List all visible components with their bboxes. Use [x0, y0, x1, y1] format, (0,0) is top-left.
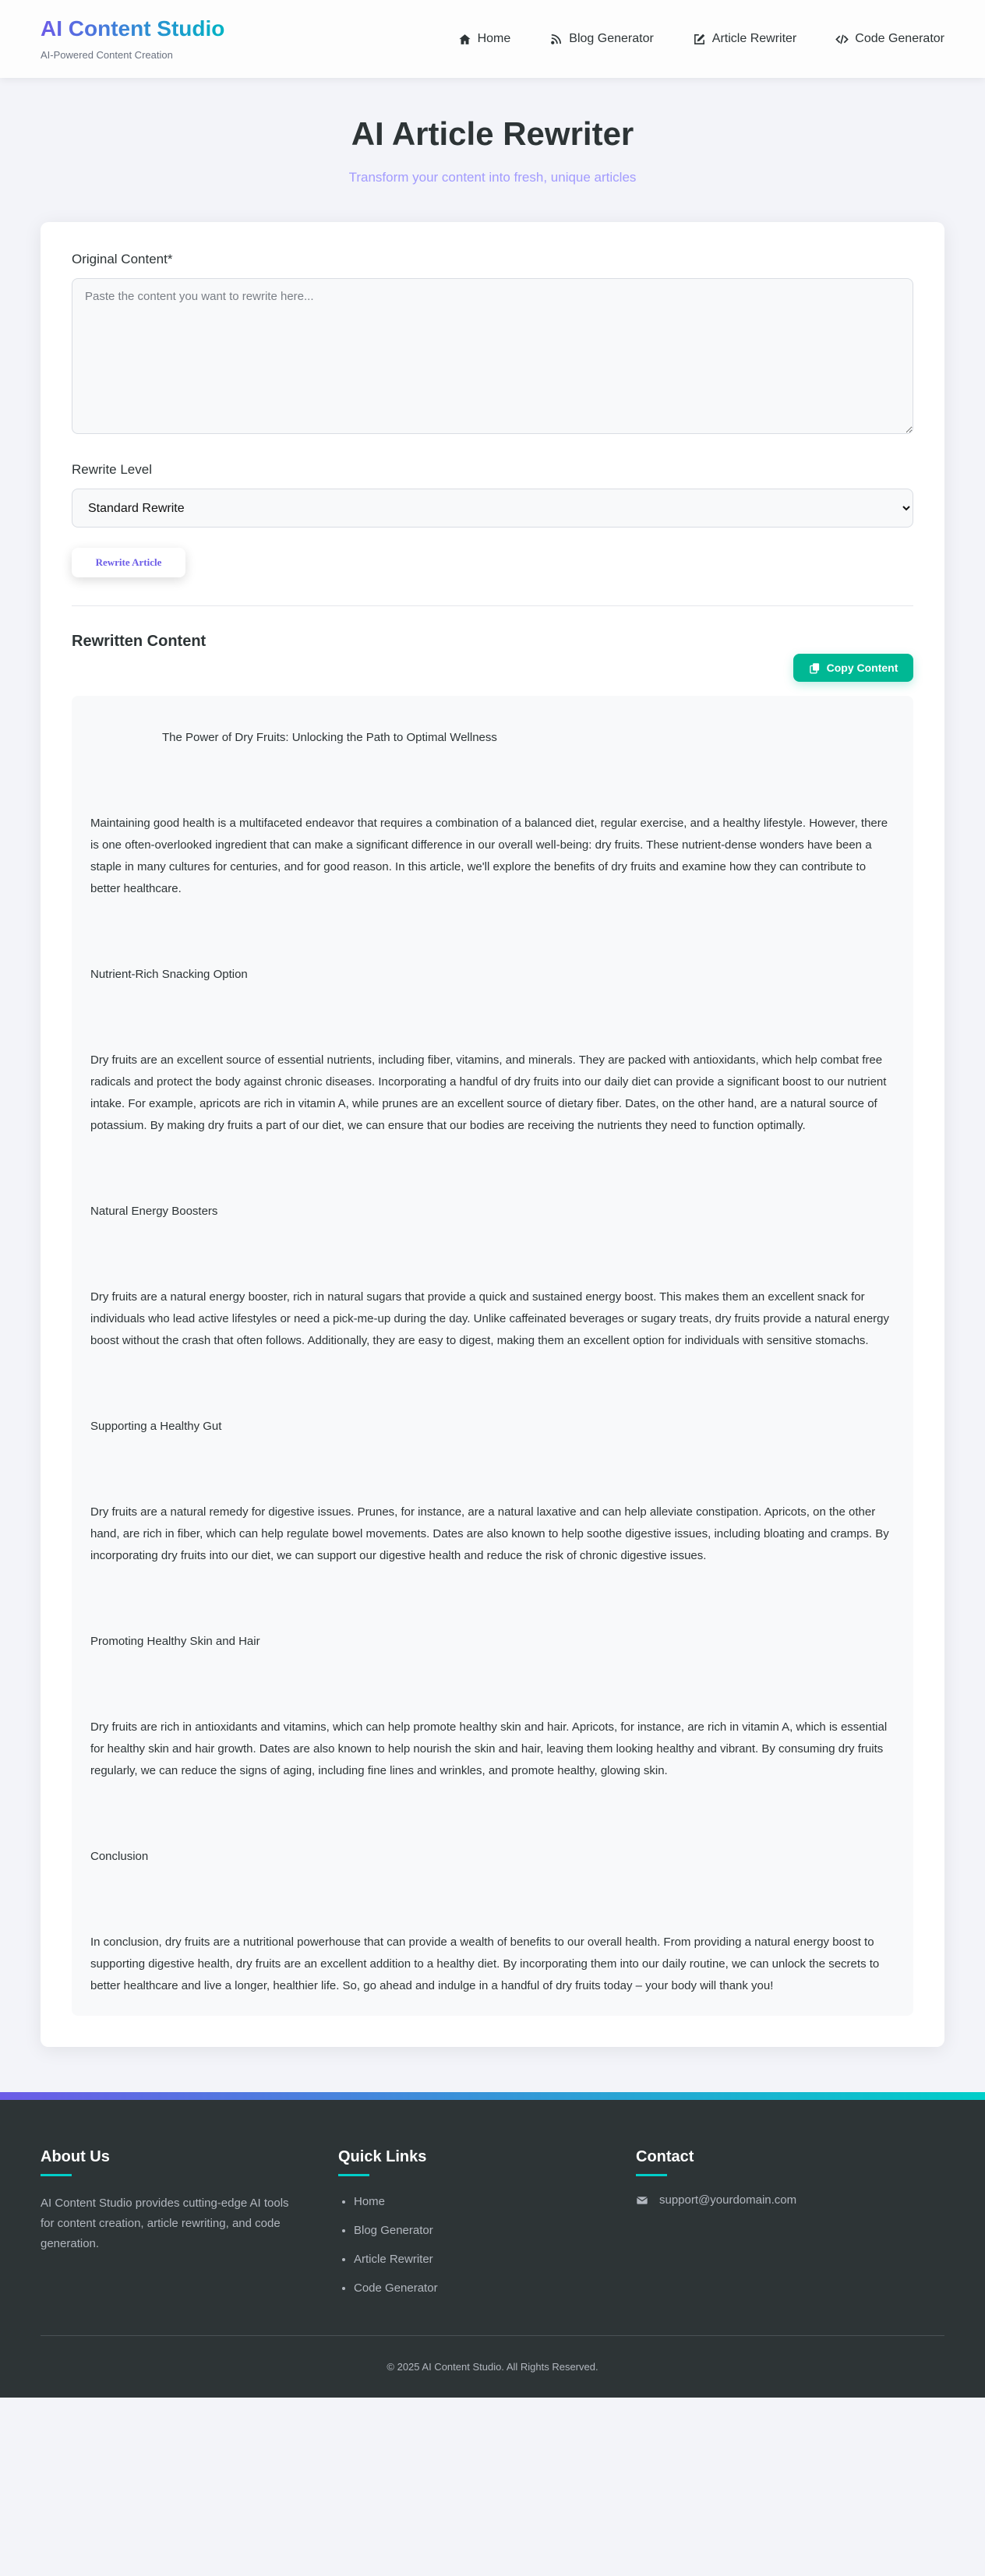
nav-article-rewriter-label: Article Rewriter [711, 32, 797, 45]
copy-content-button[interactable] [793, 654, 913, 682]
output-paragraph: Dry fruits are a natural remedy for digestive issues. Prunes, for instance, are a natural laxative and can help alleviate constipation. Apricots, on the other hand, are rich in fiber, which can help regulate bowel movements. Dates are also known to help soothe digestive issues, including bloating and cramps. By incorporating dry fruits into our diet, we can support our digestive health and reduce the risk of chronic digestive issues. [90, 1505, 889, 1562]
rewrite-level-select[interactable] [72, 489, 913, 528]
nav-home-label: Home [477, 32, 511, 45]
copy-row [72, 654, 913, 682]
output-heading: The Power of Dry Fruits: Unlocking the Path to Optimal Wellness [162, 731, 497, 744]
output-heading: Conclusion [90, 1850, 149, 1863]
footer-about-title: About Us [41, 2148, 110, 2165]
footer-columns [41, 2148, 944, 2310]
footer-title-underline [338, 2174, 369, 2176]
output-heading: Promoting Healthy Skin and Hair [90, 1635, 260, 1648]
footer-links-title: Quick Links [338, 2148, 427, 2165]
output-paragraph: In conclusion, dry fruits are a nutritional powerhouse that can provide a wealth of benefits to our overall health. From providing a natural energy boost to supporting digestive health, dry fruits are an excellent addition to a healthy diet. By incorporating them into our daily routine, we can unlock the secrets to better healthcare and live a longer, healthier life. So, go ahead and indulge in a handful of dry fruits today – your body will thank you! [90, 1936, 880, 1992]
footer-about-text: AI Content Studio provides cutting-edge AI tools for content creation, article rewriting, and code generation. [41, 2197, 289, 2250]
output-heading: Natural Energy Boosters [90, 1205, 218, 1218]
copyright: © 2025 AI Content Studio. All Rights Reserved. [387, 2361, 598, 2373]
hero [0, 78, 985, 185]
footer-title-underline [41, 2174, 72, 2176]
output-heading: Supporting a Healthy Gut [90, 1420, 222, 1433]
divider [72, 605, 913, 606]
footer-contact-title: Contact [636, 2148, 694, 2165]
output-paragraph: Maintaining good health is a multifaceted endeavor that requires a combination of a balanced diet, regular exercise, and a healthy lifestyle. However, there is one often-overlooked ingredient that can make a significant difference in our overall well-being: dry fruits. These nutrient-dense wonders have been a staple in many cultures for centuries, and for good reason. In this article, we'll explore the benefits of dry fruits and examine how they can contribute to better healthcare. [90, 817, 888, 895]
rewrite-level-label: Rewrite Level [72, 462, 152, 477]
brand[interactable] [41, 17, 224, 61]
blog-icon [549, 33, 563, 46]
site-header [0, 0, 985, 78]
nav-article-rewriter[interactable] [693, 32, 796, 46]
nav-code-generator-label: Code Generator [855, 32, 944, 45]
edit-icon [693, 33, 706, 46]
brand-title[interactable]: AI Content Studio [41, 16, 225, 41]
brand-tagline: AI-Powered Content Creation [41, 48, 173, 61]
site-footer [0, 2100, 985, 2398]
footer-link-home[interactable]: • Home [354, 2195, 636, 2208]
nav-code-generator[interactable] [835, 32, 944, 46]
output-paragraph: Dry fruits are an excellent source of essential nutrients, including fiber, vitamins, and minerals. They are packed with antioxidants, which help combat free radicals and protect the body against chronic diseases. Incorporating a handful of dry fruits into our daily diet can provide a significant boost to our nutrient intake. For example, apricots are rich in vitamin A, while prunes are an excellent source of dietary fiber. Dates, on the other hand, are a natural source of potassium. By making dry fruits a part of our diet, we can ensure that our bodies are receiving the nutrients they need to function optimally. [90, 1053, 887, 1132]
footer-about [41, 2148, 338, 2310]
nav-blog-generator-label: Blog Generator [569, 32, 654, 45]
nav-home[interactable] [458, 32, 511, 46]
footer-contact [636, 2148, 934, 2310]
footer-gradient-bar [0, 2092, 985, 2100]
output-paragraph: Dry fruits are rich in antioxidants and vitamins, which can help promote healthy skin and hair. Apricots, for instance, are rich in vitamin A, which is essential for healthy skin and hair growth. Dates are also known to help nourish the skin and hair, leaving them looking healthy and vibrant. By consuming dry fruits regularly, we can reduce the signs of aging, including fine lines and wrinkles, and promote healthy, glowing skin. [90, 1720, 888, 1777]
rewrite-article-button[interactable]: Rewrite Article [72, 548, 185, 577]
page-title: AI Article Rewriter [351, 115, 634, 152]
code-icon [835, 33, 849, 46]
home-icon [458, 33, 471, 46]
page-subtitle: Transform your content into fresh, unique articles [348, 170, 637, 185]
rewriter-card [41, 222, 944, 2047]
original-content-label: Original Content* [72, 252, 173, 266]
footer-quick-links [338, 2148, 636, 2310]
footer-title-underline [636, 2174, 667, 2176]
contact-email-link[interactable] [636, 2193, 934, 2207]
original-content-input[interactable] [72, 278, 913, 434]
output-paragraph: Dry fruits are a natural energy booster, rich in natural sugars that provide a quick and sustained energy boost. This makes them an excellent snack for individuals who lead active lifestyles or need a pick-me-up during the day. Unlike caffeinated beverages or sugary treats, dry fruits provide a natural energy boost without the crash that often follows. Additionally, they are easy to digest, making them an excellent option for individuals with sensitive stomachs. [90, 1290, 889, 1347]
output-heading: Nutrient-Rich Snacking Option [90, 968, 248, 981]
rewritten-content-title: Rewritten Content [72, 633, 207, 650]
footer-link-article-rewriter[interactable]: • Article Rewriter [354, 2253, 636, 2266]
footer-link-blog-generator[interactable]: • Blog Generator [354, 2224, 636, 2237]
rewritten-content-output[interactable] [72, 696, 913, 2016]
copy-icon [809, 662, 821, 674]
footer-link-code-generator[interactable]: • Code Generator [354, 2281, 636, 2295]
contact-email: support@yourdomain.com [659, 2193, 797, 2207]
main-nav [458, 32, 944, 46]
envelope-icon [636, 2194, 648, 2207]
copy-content-label: Copy Content [826, 662, 899, 674]
nav-blog-generator[interactable] [549, 32, 654, 46]
footer-links-list [338, 2195, 636, 2295]
